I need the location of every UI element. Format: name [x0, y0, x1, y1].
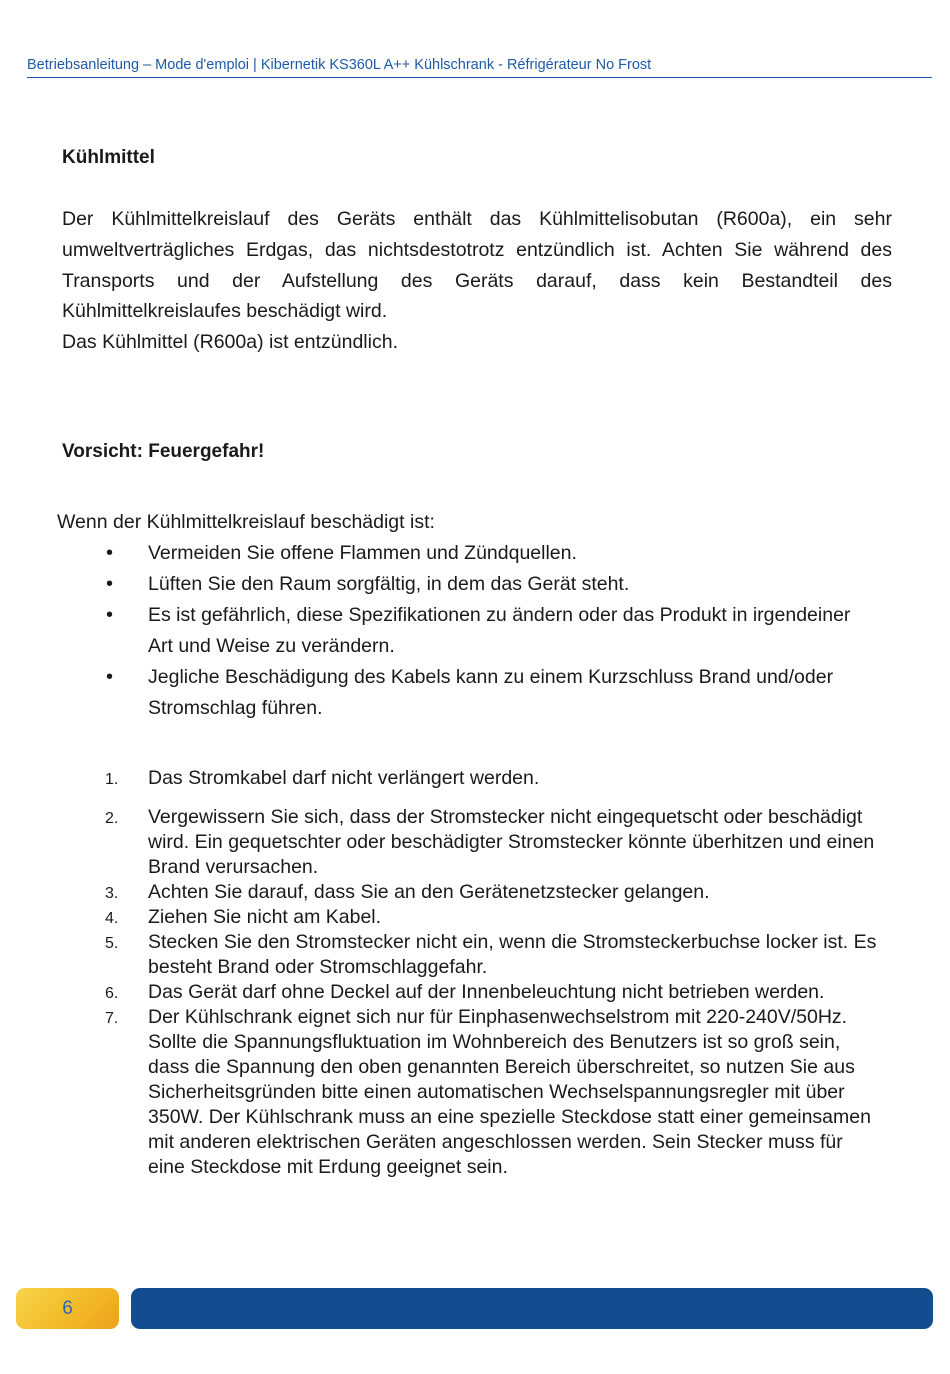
step-number: 1.: [105, 771, 119, 788]
step-text: Achten Sie darauf, dass Sie an den Gerätenetzstecker gelangen.: [148, 881, 710, 903]
step-text: Vergewissern Sie sich, dass der Stromstecker nicht eingequetscht oder beschädigt wird. Ein gequetschter oder beschädigter Stromstecker könnte überhitzen und einen Brand verursachen.: [148, 806, 875, 878]
step-text: Der Kühlschrank eignet sich nur für Einphasenwechselstrom mit 220-240V/50Hz. Sollte die Spannungsfluktuation im Wohnbereich des Benutzers ist so groß sein, dass die Spannung den oben genannten Bereich überschreitet, so nutzen Sie aus Sicherheitsgründen bitte einen automatischen Wechselspannungsregler mit über 350W. Der Kühlschrank muss an eine spezielle Steckdose statt einer gemeinsamen mit anderen elektrischen Geräten angeschlossen werden. Sein Stecker muss für eine Steckdose mit Erdung geeignet sein.: [148, 1006, 871, 1178]
step-text: Ziehen Sie nicht am Kabel.: [148, 906, 382, 928]
step-item: [104, 905, 884, 930]
running-header: Betriebsanleitung – Mode d'emploi | Kibernetik KS360L A++ Kühlschrank - Réfrigérateur No Frost: [27, 57, 932, 78]
section-title-warning: Vorsicht: Feuergefahr!: [62, 441, 265, 462]
step-number: 3.: [105, 885, 119, 902]
step-item: [104, 980, 884, 1005]
refrigerant-note: Das Kühlmittel (R600a) ist entzündlich.: [62, 331, 398, 354]
refrigerant-paragraph: Der Kühlmittelkreislauf des Geräts enthält das Kühlmittelisobutan (R600a), ein sehr umweltverträgliches Erdgas, das nichtsdestotrotz entzündlich ist. Achten Sie während des Transports und der Aufstellung des Geräts darauf, dass kein Bestandteil des Kühlmittelkreislaufes beschädigt wird.: [62, 208, 892, 323]
page-number-tab: [16, 1288, 119, 1329]
step-number: 5.: [105, 935, 119, 952]
step-item: [104, 880, 884, 905]
bullet-item: • Jegliche Beschädigung des Kabels kann zu einem Kurzschluss Brand und/oder Stromschlag führen.: [100, 662, 860, 724]
step-text: Das Gerät darf ohne Deckel auf der Innenbeleuchtung nicht betrieben werden.: [148, 981, 825, 1003]
bullet-item: • Lüften Sie den Raum sorgfältig, in dem das Gerät steht.: [100, 569, 860, 600]
step-item: [104, 1005, 884, 1180]
step-text: Das Stromkabel darf nicht verlängert werden.: [148, 767, 540, 789]
step-number: 6.: [105, 985, 119, 1002]
footer-bar: [131, 1288, 933, 1329]
warning-bullet-list: [100, 538, 860, 724]
step-number: 7.: [105, 1010, 119, 1027]
section-title-refrigerant: Kühlmittel: [62, 147, 155, 168]
page-number: 6: [62, 1297, 73, 1319]
bullet-item: • Es ist gefährlich, diese Spezifikationen zu ändern oder das Produkt in irgendeiner Art und Weise zu verändern.: [100, 600, 860, 662]
safety-steps-list: [104, 766, 884, 1180]
warning-intro: Wenn der Kühlmittelkreislauf beschädigt ist:: [57, 511, 435, 533]
step-item: [104, 930, 884, 980]
step-item: [104, 766, 884, 791]
bullet-item: • Vermeiden Sie offene Flammen und Zündquellen.: [100, 538, 860, 569]
step-number: 2.: [105, 810, 119, 827]
step-text: Stecken Sie den Stromstecker nicht ein, wenn die Stromsteckerbuchse locker ist. Es besteht Brand oder Stromschlaggefahr.: [148, 931, 877, 978]
step-item: [104, 805, 884, 880]
step-number: 4.: [105, 910, 119, 927]
refrigerant-body: [62, 204, 892, 358]
